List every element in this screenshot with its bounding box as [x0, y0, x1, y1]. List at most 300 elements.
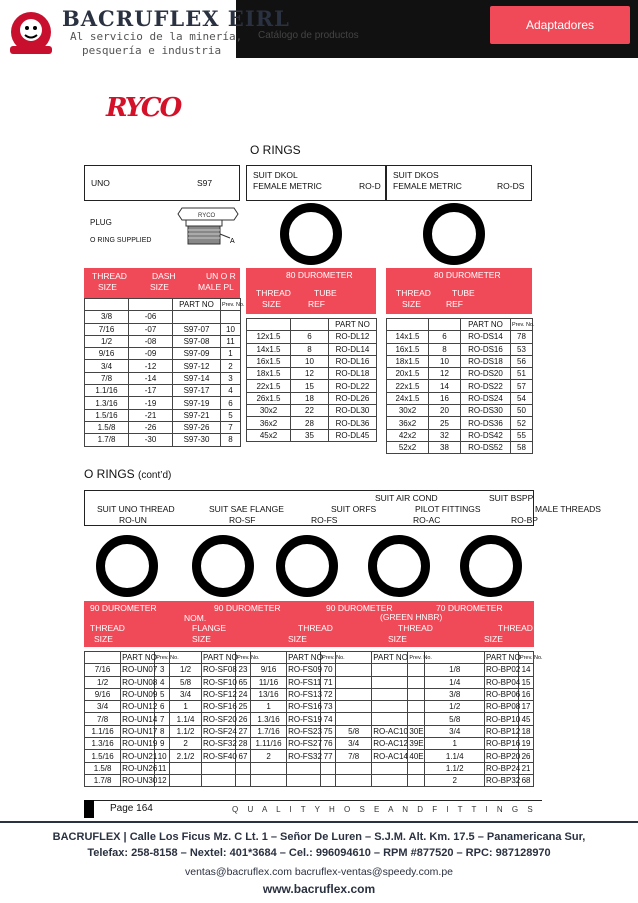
table-cell: 18x1.5 [387, 355, 429, 367]
oring-dkos-image [423, 203, 485, 265]
nom-label: NOM. [184, 613, 207, 623]
table-cell: 39E [409, 739, 424, 749]
table-cell: 72 [321, 688, 336, 700]
table-cell [173, 311, 221, 323]
table-header-row [387, 319, 533, 331]
table-cell: 12 [429, 368, 461, 380]
table-cell: 9/16 [85, 348, 129, 360]
hdr-code-ac: RO-AC [413, 515, 441, 525]
table-cell: 1.1/2 [425, 762, 485, 774]
table-cell: RO-BP20 [486, 751, 521, 761]
table-cell: S97-30 [173, 434, 221, 446]
table-cell [336, 676, 372, 688]
table-header-row [85, 299, 241, 311]
table-cell [236, 762, 251, 774]
size-sf: SIZE [192, 634, 211, 644]
table-cell: RO-DS14 [461, 331, 511, 343]
table-row [247, 405, 377, 417]
footer-website[interactable]: www.bacruflex.com [262, 882, 376, 896]
table-cell: RO-UN12 [122, 702, 158, 712]
table-cell: 1/2 [170, 664, 202, 676]
table-cell: S97-17 [173, 385, 221, 397]
table-cell: 3 [221, 372, 241, 384]
dkos-size: SIZE [402, 299, 421, 309]
table-cell: 1/8 [425, 664, 485, 676]
hdr-pilot: PILOT FITTINGS [415, 504, 481, 514]
table-cell [170, 774, 202, 786]
oring-bp-image [460, 535, 522, 597]
uno-h-size: SIZE [98, 282, 117, 292]
table-cell: 1 [221, 348, 241, 360]
table-cell: 3/4 [336, 738, 372, 750]
partno-un: PART NO [122, 653, 157, 663]
table-cell: RO-SF20 [203, 714, 237, 724]
table-cell: 73 [321, 701, 336, 713]
thread-fs: THREAD [298, 623, 333, 633]
table-cell: 30E [409, 726, 424, 736]
size-ac: SIZE [388, 634, 407, 644]
table-cell: RO-UN19 [122, 739, 158, 749]
table-cell: 53 [511, 343, 533, 355]
table-cell [202, 774, 236, 786]
table-row [85, 725, 534, 737]
table-cell: 45x2 [247, 429, 291, 441]
hdr-male-threads: MALE THREADS [535, 504, 601, 514]
table-cell: -07 [129, 323, 173, 335]
table-cell [372, 713, 408, 725]
table-cell: RO-AC10 [373, 726, 408, 736]
dkol-h1: SUIT DKOL [253, 170, 298, 180]
table-cell: RO-FS27 [288, 739, 322, 749]
uno-h-uno: UN O R [206, 271, 236, 281]
table-cell: RO-FS11 [288, 677, 322, 687]
section-title-orings-contd [84, 467, 171, 481]
table-cell: 19 [519, 738, 534, 750]
uno-header [84, 165, 240, 201]
table-cell: S97-21 [173, 409, 221, 421]
table-cell: 3/8 [85, 311, 129, 323]
table-cell: RO-UN26 [122, 763, 158, 773]
table-row [85, 750, 534, 762]
dkol-table [246, 318, 377, 442]
oring-fs-image [276, 535, 338, 597]
dkol-size: SIZE [262, 299, 281, 309]
table-cell: 6 [221, 397, 241, 409]
table-cell: RO-DL12 [329, 331, 377, 343]
dkos-h2: FEMALE METRIC [393, 181, 462, 191]
table-cell: 14 [429, 380, 461, 392]
table-cell [408, 713, 425, 725]
table-cell [336, 713, 372, 725]
thread-un: THREAD [90, 623, 125, 633]
table-cell: 1.5/8 [85, 421, 129, 433]
table-cell: 3/8 [425, 688, 485, 700]
table-cell [408, 701, 425, 713]
dkol-h2: FEMALE METRIC [253, 181, 322, 191]
uno-partno-header: PART NO [173, 299, 221, 311]
dkos-code: RO-DS [497, 181, 525, 191]
hdr-bspp: SUIT BSPP [489, 493, 534, 503]
table-cell: 18x1.5 [247, 368, 291, 380]
table-cell: 45 [519, 713, 534, 725]
table-cell: -06 [129, 311, 173, 323]
table-cell: 11 [221, 335, 241, 347]
prev-sf: Prev. No. [236, 652, 251, 664]
table-cell [321, 774, 336, 786]
table-cell: S97-07 [173, 323, 221, 335]
uno-h-thread: THREAD [92, 271, 127, 281]
table-cell: RO-DL18 [329, 368, 377, 380]
table-cell: 28 [291, 417, 329, 429]
table-cell: 17 [519, 701, 534, 713]
table-cell: 8 [291, 343, 329, 355]
section-tab[interactable]: Adaptadores [490, 6, 630, 44]
table-cell: 1/2 [85, 676, 121, 688]
dkos-header [386, 165, 532, 201]
table-cell: 2.1/2 [170, 750, 202, 762]
table-cell [202, 762, 236, 774]
table-cell: 10 [429, 355, 461, 367]
table-cell: 24 [236, 688, 251, 700]
green-hnbr: (GREEN HNBR) [380, 612, 443, 622]
dkos-tube: TUBE [452, 288, 475, 298]
table-cell: 77 [321, 750, 336, 762]
duro-sf: 90 DUROMETER [214, 603, 281, 613]
table-cell: 65 [236, 676, 251, 688]
table-cell: 32 [429, 429, 461, 441]
table-cell: 12 [155, 774, 170, 786]
table-cell: RO-DL30 [329, 405, 377, 417]
page-number: Page 164 [110, 803, 153, 814]
table-header-row [85, 652, 534, 664]
table-cell: S97-09 [173, 348, 221, 360]
table-cell: 7/8 [85, 372, 129, 384]
hdr-uno-thread: SUIT UNO THREAD [97, 504, 175, 514]
table-row [247, 429, 377, 441]
table-cell: 76 [321, 738, 336, 750]
size-un: SIZE [94, 634, 113, 644]
dkol-partno-header: PART NO [329, 319, 377, 331]
table-cell: RO-DS52 [461, 441, 511, 453]
table-cell: 23 [236, 664, 251, 676]
table-cell: 16x1.5 [247, 355, 291, 367]
table-cell [372, 664, 408, 676]
table-row [387, 429, 533, 441]
table-cell [85, 299, 129, 311]
table-cell [372, 701, 408, 713]
table-cell: RO-UN14 [122, 714, 158, 724]
catalog-label: Catálogo de productos [258, 30, 359, 41]
hdr-aircond: SUIT AIR COND [375, 493, 438, 503]
slogan-line-1: Al servicio de la minería, [70, 30, 243, 43]
ryco-logo [104, 90, 186, 122]
table-cell: 20 [429, 405, 461, 417]
table-cell: 58 [511, 441, 533, 453]
size-bp: SIZE [484, 634, 503, 644]
table-cell: 16 [519, 688, 534, 700]
orings-contd-title: O RINGS [84, 467, 135, 481]
table-cell [408, 676, 425, 688]
table-cell [336, 701, 372, 713]
table-cell: 55 [511, 429, 533, 441]
table-cell: 2 [170, 738, 202, 750]
dkol-header [246, 165, 386, 201]
dkos-prev-header: Prev. No. [511, 319, 533, 331]
table-row [85, 421, 241, 433]
table-cell: 68 [519, 774, 534, 786]
table-cell: S97-08 [173, 335, 221, 347]
uno-h-male: MALE PL [198, 282, 234, 292]
table-cell: 1/2 [85, 335, 129, 347]
table-cell: RO-BP10 [486, 714, 521, 724]
table-cell: 1.11/16 [250, 738, 286, 750]
table-row [247, 355, 377, 367]
table-cell: RO-SF16 [203, 702, 237, 712]
table-cell [408, 664, 425, 676]
dkos-duro: 80 DUROMETER [434, 270, 501, 280]
hdr-code-un: RO-UN [119, 515, 147, 525]
table-cell: 6 [291, 331, 329, 343]
table-row [85, 676, 534, 688]
table-row [387, 343, 533, 355]
mascot-logo [2, 6, 60, 56]
table-cell: -19 [129, 397, 173, 409]
table-row [387, 355, 533, 367]
table-cell: 26 [236, 713, 251, 725]
table-cell: 14 [519, 664, 534, 676]
table-cell: -30 [129, 434, 173, 446]
table-row [387, 368, 533, 380]
table-cell: 42x2 [387, 429, 429, 441]
lower-red-header [84, 601, 534, 647]
table-cell: 6 [155, 701, 170, 713]
table-row [247, 392, 377, 404]
table-cell: 1.5/16 [85, 750, 121, 762]
table-cell: 2 [221, 360, 241, 372]
table-cell: 1/4 [425, 676, 485, 688]
prev-fs: Prev. No. [321, 652, 336, 664]
table-cell: 3/4 [85, 701, 121, 713]
table-cell: 2 [250, 750, 286, 762]
table-row [85, 701, 534, 713]
table-cell: RO-SF08 [203, 665, 237, 675]
table-cell: 7 [155, 713, 170, 725]
table-cell: RO-DS42 [461, 429, 511, 441]
table-cell: 4 [155, 676, 170, 688]
uno-red-header [84, 268, 240, 298]
table-cell: 1 [425, 738, 485, 750]
table-row [85, 688, 534, 700]
table-cell: 51 [511, 368, 533, 380]
table-cell: 22 [291, 405, 329, 417]
dkos-thread: THREAD [396, 288, 431, 298]
table-cell: 50 [511, 405, 533, 417]
table-cell [250, 774, 286, 786]
partno-bp: PART NO [486, 653, 521, 663]
table-cell: -08 [129, 335, 173, 347]
table-cell: 3 [155, 664, 170, 676]
dkol-code: RO-D [359, 181, 381, 191]
table-cell: 8 [155, 725, 170, 737]
table-cell [336, 774, 372, 786]
hdr-sae-flange: SUIT SAE FLANGE [209, 504, 284, 514]
table-cell: RO-BP24 [486, 763, 521, 773]
table-cell: 14x1.5 [247, 343, 291, 355]
table-cell: RO-DL16 [329, 355, 377, 367]
size-fs: SIZE [288, 634, 307, 644]
prev-ac: Prev. No. [408, 652, 425, 664]
hdr-code-bp: RO-BP [511, 515, 538, 525]
table-cell [287, 762, 321, 774]
table-cell: 1.3/16 [250, 713, 286, 725]
table-cell: 16 [429, 392, 461, 404]
plug-label: PLUG [90, 218, 112, 227]
table-cell: 22x1.5 [387, 380, 429, 392]
table-cell: 10 [155, 750, 170, 762]
table-cell [250, 762, 286, 774]
table-cell [408, 774, 425, 786]
table-cell: 8 [221, 434, 241, 446]
table-row [85, 323, 241, 335]
table-cell: -12 [129, 360, 173, 372]
dkos-ref: REF [446, 299, 463, 309]
dkol-tube: TUBE [314, 288, 337, 298]
table-cell: S97-26 [173, 421, 221, 433]
table-cell: 9/16 [250, 664, 286, 676]
table-cell: 9 [155, 738, 170, 750]
table-cell: 1.5/8 [85, 762, 121, 774]
plug-marker: A [230, 238, 235, 245]
table-cell: 70 [321, 664, 336, 676]
section-title-orings: O RINGS [250, 143, 301, 157]
table-cell: 22x1.5 [247, 380, 291, 392]
table-cell: 4 [221, 385, 241, 397]
table-cell: 74 [321, 713, 336, 725]
flange-label: FLANGE [192, 623, 227, 633]
table-cell: 13/16 [250, 688, 286, 700]
table-row [85, 774, 534, 786]
table-cell: RO-BP08 [486, 702, 521, 712]
table-cell: 57 [511, 380, 533, 392]
uno-table [84, 298, 245, 447]
table-cell: 1 [250, 701, 286, 713]
table-cell: 1.1/2 [170, 725, 202, 737]
table-row [387, 380, 533, 392]
table-cell: RO-UN09 [122, 690, 158, 700]
dkos-partno-header: PART NO [461, 319, 511, 331]
table-cell [372, 688, 408, 700]
table-row [247, 368, 377, 380]
duro-un: 90 DUROMETER [90, 603, 157, 613]
table-cell: RO-FS13 [288, 690, 322, 700]
table-cell [372, 676, 408, 688]
table-cell: 25 [236, 701, 251, 713]
footer-phones: Telefax: 258-8158 – Nextel: 401*3684 – Cel.: 996094610 – RPM #877520 – RPC: 987128970 [87, 847, 551, 859]
table-cell: RO-UN07 [122, 665, 158, 675]
table-row [85, 360, 241, 372]
table-row [85, 397, 241, 409]
table-cell [236, 774, 251, 786]
table-cell [425, 652, 485, 664]
table-row [85, 434, 241, 446]
table-cell [129, 299, 173, 311]
table-cell [336, 664, 372, 676]
brand-name: BACRUFLEX EIRL [62, 6, 290, 31]
table-cell: 1/2 [425, 701, 485, 713]
table-cell: RO-DS24 [461, 392, 511, 404]
thread-ac: THREAD [398, 623, 433, 633]
table-cell: 1.3/16 [85, 397, 129, 409]
table-cell: 1.7/8 [85, 434, 129, 446]
table-cell: RO-DL36 [329, 417, 377, 429]
prev-un: Prev. No. [155, 652, 170, 664]
table-cell [321, 762, 336, 774]
plug-diagram [176, 206, 240, 248]
table-cell: 52 [511, 417, 533, 429]
table-cell: 12 [291, 368, 329, 380]
hdr-orfs: SUIT ORFS [331, 504, 377, 514]
table-cell: S97-12 [173, 360, 221, 372]
table-cell [247, 319, 291, 331]
table-cell: 5/8 [170, 676, 202, 688]
table-cell: 36x2 [387, 417, 429, 429]
table-cell [336, 688, 372, 700]
table-cell: 36x2 [247, 417, 291, 429]
table-cell: 1.7/8 [85, 774, 121, 786]
hdr-code-fs: RO-FS [311, 515, 338, 525]
table-row [85, 348, 241, 360]
table-cell: 7/8 [85, 713, 121, 725]
table-cell: RO-FS32 [288, 751, 322, 761]
table-cell: RO-SF32 [203, 739, 237, 749]
table-cell: RO-FS09 [288, 665, 322, 675]
ryco-logo-text: RYCO [106, 93, 181, 123]
dkos-table [386, 318, 533, 454]
table-cell: 8 [429, 343, 461, 355]
partno-ac: PART NO [373, 653, 408, 663]
table-cell [429, 319, 461, 331]
table-cell [287, 774, 321, 786]
table-cell: RO-DS36 [461, 417, 511, 429]
table-cell: 2 [425, 774, 485, 786]
contd-label: (cont’d) [138, 470, 172, 481]
table-cell: 11/16 [250, 676, 286, 688]
table-cell: RO-DL26 [329, 392, 377, 404]
slogan-line-2: pesquería e industria [82, 44, 222, 57]
table-cell: 12x1.5 [247, 331, 291, 343]
table-row [247, 380, 377, 392]
table-cell: RO-SF12 [203, 690, 237, 700]
table-row [85, 335, 241, 347]
table-cell: RO-UN30 [122, 776, 158, 786]
table-cell: 1.5/16 [85, 409, 129, 421]
table-cell: 5/8 [425, 713, 485, 725]
table-cell: RO-DS16 [461, 343, 511, 355]
table-cell: RO-BP12 [486, 726, 521, 736]
table-cell [85, 652, 121, 664]
table-cell [336, 762, 372, 774]
table-cell: 26 [519, 750, 534, 762]
hdr-code-sf: RO-SF [229, 515, 256, 525]
table-cell: 75 [321, 725, 336, 737]
uno-h-dsize: SIZE [150, 282, 169, 292]
table-cell: RO-SF24 [203, 726, 237, 736]
table-cell: RO-DS20 [461, 368, 511, 380]
table-cell: 52x2 [387, 441, 429, 453]
table-cell: 3/4 [85, 360, 129, 372]
dkol-ref: REF [308, 299, 325, 309]
table-cell: 7/8 [336, 750, 372, 762]
